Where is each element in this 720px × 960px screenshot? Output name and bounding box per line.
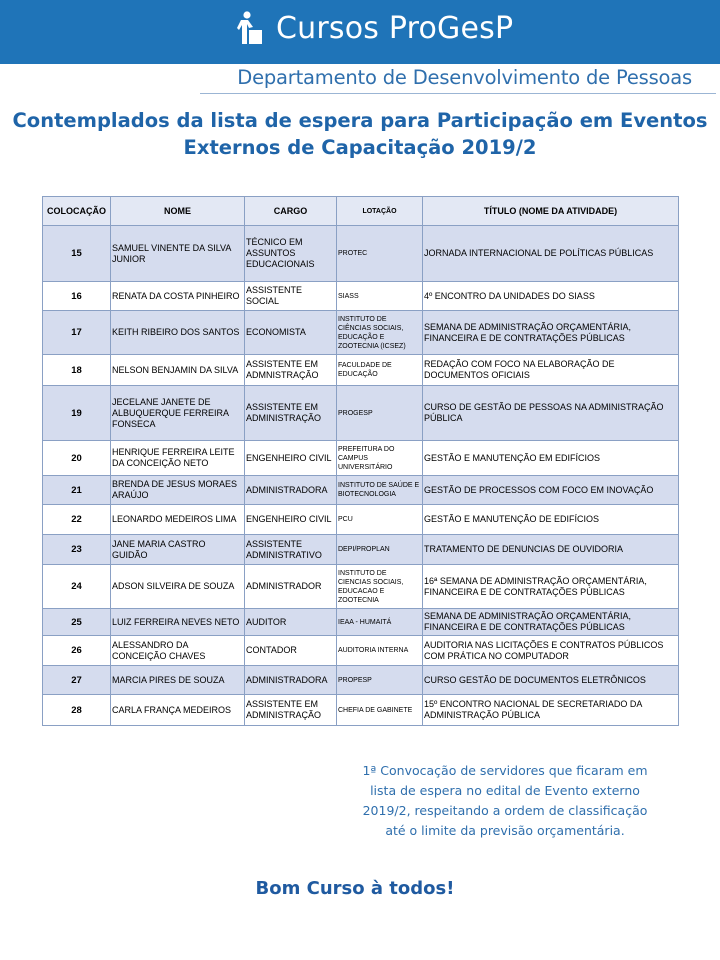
cell-unit: FACULDADE DE EDUCAÇÃO	[337, 355, 423, 386]
cell-unit: PROTEC	[337, 226, 423, 282]
page-title-line-1: Contemplados da lista de espera para Participação em Eventos	[12, 109, 708, 132]
cell-name: ADSON SILVEIRA DE SOUZA	[111, 565, 245, 609]
table-row	[43, 505, 679, 535]
cell-position: 21	[43, 476, 111, 505]
cell-position: 28	[43, 695, 111, 726]
cell-activity: 16ª SEMANA DE ADMINISTRAÇÃO ORÇAMENTÁRIA, FINANCEIRA E DE CONTRATAÇÕES PÚBLICAS	[423, 565, 679, 609]
cell-name: KEITH RIBEIRO DOS SANTOS	[111, 311, 245, 355]
cell-unit: PREFEITURA DO CAMPUS UNIVERSITÁRIO	[337, 441, 423, 476]
table-row	[43, 636, 679, 666]
cell-role: ASSISTENTE SOCIAL	[245, 282, 337, 311]
header-position: COLOCAÇÃO	[43, 197, 111, 226]
header-activity: TÍTULO (NOME DA ATIVIDADE)	[423, 197, 679, 226]
cell-role: ASSISTENTE EM ADMNISTRAÇÃO	[245, 355, 337, 386]
waitlist-table	[42, 196, 679, 726]
cell-activity: 15º ENCONTRO NACIONAL DE SECRETARIADO DA ADMINISTRAÇÃO PÚBLICA	[423, 695, 679, 726]
cell-role: ENGENHEIRO CIVIL	[245, 441, 337, 476]
table-row	[43, 226, 679, 282]
page-title-line-2: Externos de Capacitação 2019/2	[183, 136, 537, 159]
cell-role: ENGENHEIRO CIVIL	[245, 505, 337, 535]
cell-position: 18	[43, 355, 111, 386]
cell-name: LUIZ FERREIRA NEVES NETO	[111, 609, 245, 636]
cell-activity: TRATAMENTO DE DENUNCIAS DE OUVIDORIA	[423, 535, 679, 565]
cell-name: BRENDA DE JESUS MORAES ARAÚJO	[111, 476, 245, 505]
header-role: CARGO	[245, 197, 337, 226]
cell-name: NELSON BENJAMIN DA SILVA	[111, 355, 245, 386]
cell-unit: INSTITUTO DE CIENCIAS SOCIAIS, EDUCACAO E ZOOTECNIA	[337, 565, 423, 609]
cell-activity: GESTÃO E MANUTENÇÃO EM EDIFÍCIOS	[423, 441, 679, 476]
cell-role: ADMINISTRADORA	[245, 476, 337, 505]
table-header-row	[43, 197, 679, 226]
cell-unit: AUDITORIA INTERNA	[337, 636, 423, 666]
cell-role: CONTADOR	[245, 636, 337, 666]
table-row	[43, 476, 679, 505]
cell-position: 22	[43, 505, 111, 535]
cell-name: HENRIQUE FERREIRA LEITE DA CONCEIÇÃO NETO	[111, 441, 245, 476]
cell-role: ASSISTENTE ADMINISTRATIVO	[245, 535, 337, 565]
cell-unit: SIASS	[337, 282, 423, 311]
cell-activity: CURSO DE GESTÃO DE PESSOAS NA ADMINISTRAÇÃO PÚBLICA	[423, 386, 679, 441]
cell-activity: AUDITORIA NAS LICITAÇÕES E CONTRATOS PÚBLICOS COM PRÁTICA NO COMPUTADOR	[423, 636, 679, 666]
cell-position: 23	[43, 535, 111, 565]
cell-position: 19	[43, 386, 111, 441]
note-line-1: 1ª Convocação de servidores que ficaram em	[362, 763, 648, 778]
cell-position: 26	[43, 636, 111, 666]
table-row	[43, 282, 679, 311]
cell-position: 25	[43, 609, 111, 636]
note-line-2: lista de espera no edital de Evento externo	[370, 783, 640, 798]
cell-unit: CHEFIA DE GABINETE	[337, 695, 423, 726]
table-row	[43, 355, 679, 386]
cell-position: 27	[43, 666, 111, 695]
cell-role: ECONOMISTA	[245, 311, 337, 355]
cell-unit: PROGESP	[337, 386, 423, 441]
cell-activity: SEMANA DE ADMINISTRAÇÃO ORÇAMENTÁRIA, FINANCEIRA E DE CONTRATAÇÕES PÚBLICAS	[423, 311, 679, 355]
cell-position: 17	[43, 311, 111, 355]
cell-position: 20	[43, 441, 111, 476]
cell-role: TÉCNICO EM ASSUNTOS EDUCACIONAIS	[245, 226, 337, 282]
table-row	[43, 441, 679, 476]
cell-activity: JORNADA INTERNACIONAL DE POLÍTICAS PÚBLICAS	[423, 226, 679, 282]
cell-role: ADMINISTRADORA	[245, 666, 337, 695]
cell-name: JANE MARIA CASTRO GUIDÃO	[111, 535, 245, 565]
cell-unit: INSTITUTO DE CIÊNCIAS SOCIAIS, EDUCAÇÃO E ZOOTECNIA (ICSEZ)	[337, 311, 423, 355]
header-banner	[0, 0, 720, 64]
person-with-book-icon	[236, 11, 266, 45]
cell-unit: INSTITUTO DE SAÚDE E BIOTECNOLOGIA	[337, 476, 423, 505]
header-unit: LOTAÇÃO	[337, 197, 423, 226]
table-row	[43, 535, 679, 565]
cell-name: JECELANE JANETE DE ALBUQUERQUE FERREIRA FONSECA	[111, 386, 245, 441]
table-row	[43, 666, 679, 695]
page-title	[0, 107, 720, 161]
cell-activity: CURSO GESTÃO DE DOCUMENTOS ELETRÔNICOS	[423, 666, 679, 695]
cell-role: AUDITOR	[245, 609, 337, 636]
table-row	[43, 609, 679, 636]
cell-role: ADMINISTRADOR	[245, 565, 337, 609]
table-body	[43, 226, 679, 726]
cell-role: ASSISTENTE EM ADMINISTRAÇÃO	[245, 386, 337, 441]
header-divider	[200, 93, 716, 94]
note-line-4: até o limite da previsão orçamentária.	[385, 823, 625, 838]
cell-name: CARLA FRANÇA MEDEIROS	[111, 695, 245, 726]
cell-unit: DEPI/PROPLAN	[337, 535, 423, 565]
cell-name: SAMUEL VINENTE DA SILVA JUNIOR	[111, 226, 245, 282]
table-row	[43, 695, 679, 726]
cell-activity: SEMANA DE ADMINISTRAÇÃO ORÇAMENTÁRIA, FINANCEIRA E DE CONTRATAÇÕES PÚBLICAS	[423, 609, 679, 636]
note-line-3: 2019/2, respeitando a ordem de classificação	[362, 803, 648, 818]
table-row	[43, 386, 679, 441]
closing-message: Bom Curso à todos!	[255, 878, 455, 899]
cell-activity: GESTÃO E MANUTENÇÃO DE EDIFÍCIOS	[423, 505, 679, 535]
cell-name: RENATA DA COSTA PINHEIRO	[111, 282, 245, 311]
cell-name: MARCIA PIRES DE SOUZA	[111, 666, 245, 695]
convocation-note	[340, 761, 670, 841]
cell-activity: 4º ENCONTRO DA UNIDADES DO SIASS	[423, 282, 679, 311]
cell-name: LEONARDO MEDEIROS LIMA	[111, 505, 245, 535]
cell-unit: IEAA - HUMAITÁ	[337, 609, 423, 636]
table-row	[43, 565, 679, 609]
brand-name: Cursos ProGesP	[276, 10, 514, 46]
cell-activity: REDAÇÃO COM FOCO NA ELABORAÇÃO DE DOCUMENTOS OFICIAIS	[423, 355, 679, 386]
brand	[236, 8, 513, 48]
header-name: NOME	[111, 197, 245, 226]
table-row	[43, 311, 679, 355]
cell-role: ASSISTENTE EM ADMINISTRAÇÃO	[245, 695, 337, 726]
cell-name: ALESSANDRO DA CONCEIÇÃO CHAVES	[111, 636, 245, 666]
cell-unit: PROPESP	[337, 666, 423, 695]
cell-activity: GESTÃO DE PROCESSOS COM FOCO EM INOVAÇÃO	[423, 476, 679, 505]
cell-position: 15	[43, 226, 111, 282]
department-name: Departamento de Desenvolvimento de Pessoas	[237, 66, 692, 89]
cell-position: 16	[43, 282, 111, 311]
cell-position: 24	[43, 565, 111, 609]
cell-unit: PCU	[337, 505, 423, 535]
